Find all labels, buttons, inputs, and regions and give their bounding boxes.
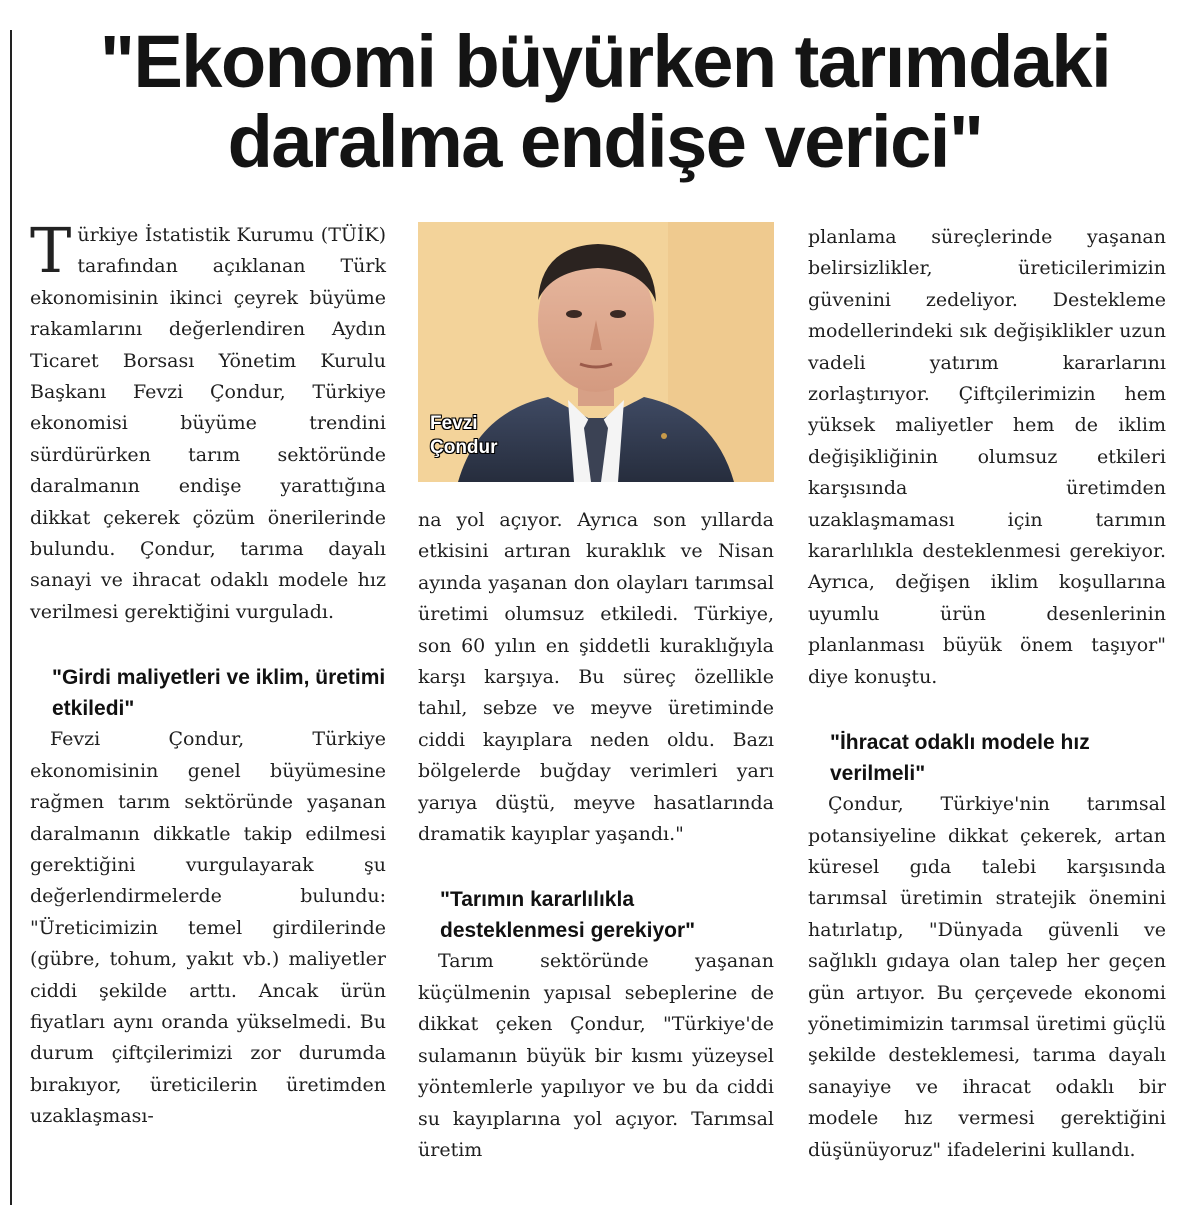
body-paragraph: Tarım sektöründe yaşanan küçülmenin yapısal sebeplerine de dikkat çeken Çondur, "Türkiye'de sulamanın büyük bir kısmı yüzeysel yöntemlerle yapılıyor ve bu da ciddi su kayıplarına yol açıyor. Tarımsal üretim — [418, 950, 774, 1161]
photo-caption — [430, 412, 498, 460]
subheading-stability: "Tarımın kararlılıkla desteklenmesi gerekiyor" — [440, 888, 696, 943]
body-paragraph: Çondur, Türkiye'nin tarımsal potansiyeline dikkat çekerek, artan küresel gıda talebi karşısında tarımsal üretimin stratejik önemini hatırlatıp, "Dünyada güvenli ve sağlıklı gıdaya olan talep her geçen gün artıyor. Bu çerçevede ekonomi yönetimimizin tarımsal üretimi güçlü şekilde desteklemesi, tarıma dayalı sanayiye ve ihracat odaklı bir modele hız vermesi gerektiğini düşünüyoruz" ifadelerini kullandı. — [808, 793, 1166, 1161]
article-column-1 — [30, 214, 386, 1133]
article-column-3 — [808, 222, 1166, 1166]
portrait-photo — [418, 222, 774, 482]
body-paragraph: Fevzi Çondur, Türkiye ekonomisinin genel büyümesine rağmen tarım sektöründe yaşanan daralmanın dikkatle takip edilmesi gerektiğini vurgulayarak şu değerlendirmelerde bulundu: "Üreticimizin temel girdilerinde (gübre, tohum, yakıt vb.) maliyetler ciddi şekilde arttı. Ancak ürün fiyatları aynı oranda yükselmedi. Bu durum çiftçilerimizi zor durumda bırakıyor, üreticilerin üretimden uzaklaşması- — [30, 728, 386, 1128]
headline: "Ekonomi büyürken tarımdaki daralma endişe verici" — [99, 20, 1111, 183]
article-column-2 — [418, 505, 774, 1166]
drop-cap: T — [30, 214, 72, 287]
intro-text: ürkiye İstatistik Kurumu (TÜİK) tarafından açıklanan Türk ekonomisinin ikinci çeyrek büyüme rakamlarını değerlendiren Aydın Ticaret Borsası Yönetim Kurulu Başkanı Fevzi Çondur, Türkiye ekonomisi büyüme trendini sürdürürken tarım sektöründe daralmanın endişe yarattığına dikkat çekerek çözüm önerilerinde bulundu. Çondur, tarıma dayalı sanayi ve ihracat odaklı modele hız verilmesi gerektiğini vurguladı. — [30, 224, 386, 623]
subheading-input-costs: "Girdi maliyetleri ve iklim, üretimi etkiledi" — [52, 666, 386, 721]
left-border-rule — [10, 30, 12, 1205]
body-paragraph: na yol açıyor. Ayrıca son yıllarda etkisini artıran kuraklık ve Nisan ayında yaşanan don olayları tarımsal üretimi olumsuz etkiledi. Türkiye, son 60 yılın en şiddetli kuraklığıyla karşı karşıya. Bu süreç özellikle tahıl, sebze ve meyve üretiminde ciddi kayıplara neden oldu. Bazı bölgelerde buğday verimleri yarı yarıya düştü, meyve hasatlarında dramatik kayıplar yaşandı." — [418, 509, 774, 846]
intro-paragraph — [30, 214, 386, 628]
body-paragraph: planlama süreçlerinde yaşanan belirsizlikler, üreticilerimizin güvenini zedeliyor. Destekleme modellerindeki sık değişiklikler uzun vadeli yatırım kararlarını zorlaştırıyor. Çiftçilerimizin hem yüksek maliyetler hem de iklim değişikliğinin olumsuz etkileri karşısında üretimden uzaklaşmaması için tarımın kararlılıkla desteklenmesi gerekiyor. Ayrıca, değişen iklim koşullarına uyumlu ürün desenlerinin planlanması büyük önem taşıyor" diye konuştu. — [808, 226, 1166, 688]
caption-last-name: Çondur — [430, 437, 498, 458]
subheading-export-model: "İhracat odaklı modele hız verilmeli" — [830, 731, 1090, 786]
caption-first-name: Fevzi — [430, 413, 478, 434]
